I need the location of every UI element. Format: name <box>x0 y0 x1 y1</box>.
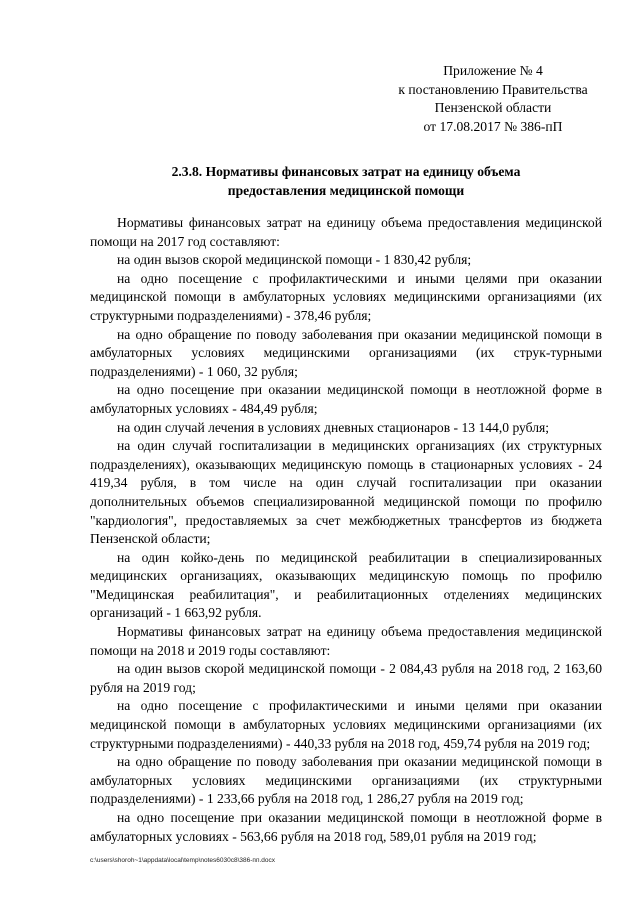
appendix-line-1: Приложение № 4 <box>443 63 543 78</box>
paragraph-disease-visit-2017: на одно обращение по поводу заболевания при оказании медицинской помощи в амбулаторных условиях медицинскими организациями (их струк-турными подразделениями) - 1 060, 32 рубля; <box>90 326 602 379</box>
paragraph-prophylactic-2017: на одно посещение с профилактическими и иными целями при оказании медицинской помощи в амбулаторных условиях медицинскими организациями (их структурными подразделениями) - 378,46 рубля; <box>90 270 602 323</box>
heading-line-1: 2.3.8. Нормативы финансовых затрат на единицу объема <box>171 164 521 179</box>
paragraph-urgent-2017: на одно посещение при оказании медицинской помощи в неотложной форме в амбулаторных условиях - 484,49 рубля; <box>90 382 602 416</box>
paragraph-ambulance-2017: на один вызов скорой медицинской помощи - 1 830,42 рубля; <box>117 252 472 268</box>
appendix-line-2: к постановлению Правительства <box>398 81 588 97</box>
section-heading <box>90 163 602 200</box>
paragraph-hospitalization-2017: на один случай госпитализации в медицинских организациях (их структурных подразделениях), оказывающих медицинскую помощь в стационарных условиях - 24 419,34 рубля, в том числе на один случай госпитализации при оказании дополнительных объемов специализированной медицинской помощи по профилю "кардиология", предоставляемых за счет межбюджетных трансфертов из бюджета Пензенской области; <box>90 438 602 547</box>
appendix-line-3: Пензенской области <box>434 100 552 116</box>
paragraph-ambulance-2018-2019: на один вызов скорой медицинской помощи - 2 084,43 рубля на 2018 год, 2 163,60 рубля на 2019 год; <box>90 661 602 695</box>
paragraph-disease-visit-2018-2019: на одно обращение по поводу заболевания при оказании медицинской помощи в амбулаторных условиях медицинскими организациями (их структурными подразделениями) - 1 233,66 рубля на 2018 год, 1 286,27 рубля на 2019 год; <box>90 754 602 807</box>
appendix-block <box>370 62 616 136</box>
paragraph-intro-2017: Нормативы финансовых затрат на единицу объема предоставления медицинской помощи на 2017 год составляют: <box>90 215 602 249</box>
paragraph-urgent-2018-2019: на одно посещение при оказании медицинской помощи в неотложной форме в амбулаторных условиях - 563,66 рубля на 2018 год, 589,01 рубля на 2019 год; <box>90 810 602 844</box>
document-body <box>90 214 602 846</box>
footer-file-path: c:\users\shoroh~1\appdata\local\temp\notes6030c8\386-пп.docx <box>90 857 276 864</box>
appendix-line-4: от 17.08.2017 № 386-пП <box>423 118 563 134</box>
paragraph-rehabilitation-2017: на один койко-день по медицинской реабилитации в специализированных медицинских организациях, оказывающих медицинскую помощь по профилю "Медицинская реабилитация", и реабилитационных отделениях медицинских организаций - 1 663,92 рубля. <box>90 549 602 621</box>
heading-line-2: предоставления медицинской помощи <box>227 182 465 198</box>
paragraph-intro-2018-2019: Нормативы финансовых затрат на единицу объема предоставления медицинской помощи на 2018 и 2019 годы составляют: <box>90 624 602 658</box>
paragraph-prophylactic-2018-2019: на одно посещение с профилактическими и иными целями при оказании медицинской помощи в амбулаторных условиях медицинскими организациями (их структурными подразделениями) - 440,33 рубля на 2018 год, 459,74 рубля на 2019 год; <box>90 698 602 751</box>
paragraph-day-hospital-2017: на один случай лечения в условиях дневных стационаров - 13 144,0 рубля; <box>117 419 550 435</box>
